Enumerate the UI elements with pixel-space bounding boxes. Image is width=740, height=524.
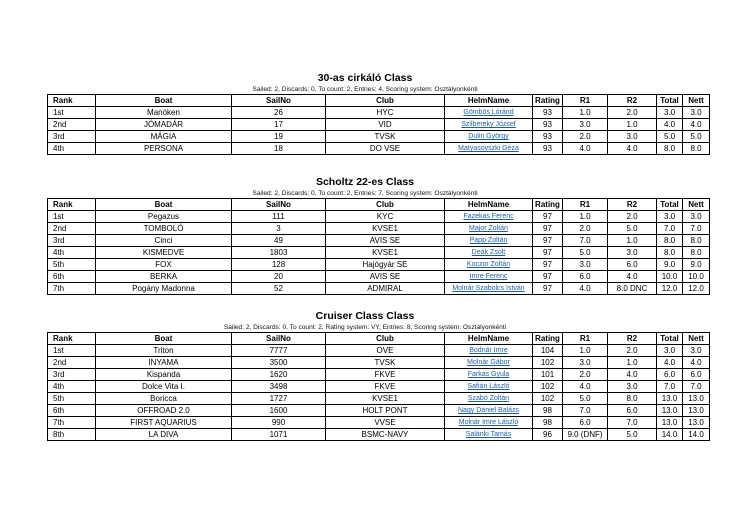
rating-cell: 97 (533, 259, 563, 271)
column-header-rating: Rating (533, 199, 563, 211)
sailno-cell: 1727 (232, 393, 326, 405)
column-header-r1: R1 (563, 95, 608, 107)
helm-name-link[interactable]: Farkas Gyula (467, 371, 510, 378)
nett-cell: 6.0 (683, 369, 710, 381)
helm-name-link[interactable]: Nagy Dániel Balázs (457, 407, 520, 414)
boat-cell: INYAMA (96, 357, 232, 369)
rating-cell: 102 (533, 393, 563, 405)
helm-name-link[interactable]: Gömbös Lóránd (463, 109, 514, 116)
club-cell: FKVE (326, 369, 445, 381)
r1-cell: 5.0 (563, 393, 608, 405)
column-header-rating: Rating (533, 95, 563, 107)
r1-cell: 3.0 (563, 119, 608, 131)
helm-cell (445, 369, 533, 381)
table-row (48, 345, 710, 357)
header-row (48, 95, 710, 107)
rank-cell: 2nd (48, 357, 96, 369)
rank-cell: 1st (48, 107, 96, 119)
sailno-cell: 3 (232, 223, 326, 235)
results-table (47, 198, 710, 295)
rank-cell: 7th (48, 417, 96, 429)
column-header-helm: HelmName (445, 199, 533, 211)
helm-cell (445, 131, 533, 143)
helm-cell (445, 223, 533, 235)
r2-cell: 4.0 (608, 271, 657, 283)
club-cell: TVSK (326, 131, 445, 143)
r2-cell: 6.0 (608, 405, 657, 417)
sailno-cell: 990 (232, 417, 326, 429)
club-cell: AVIS SE (326, 271, 445, 283)
column-header-boat: Boat (96, 95, 232, 107)
total-cell: 8.0 (657, 247, 683, 259)
total-cell: 13.0 (657, 405, 683, 417)
r1-cell: 7.0 (563, 235, 608, 247)
rating-cell: 102 (533, 357, 563, 369)
club-cell: TVSK (326, 357, 445, 369)
rating-cell: 97 (533, 211, 563, 223)
column-header-rank: Rank (48, 95, 96, 107)
nett-cell: 13.0 (683, 393, 710, 405)
table-row (48, 235, 710, 247)
boat-cell: Kispanda (96, 369, 232, 381)
total-cell: 4.0 (657, 119, 683, 131)
r1-cell: 4.0 (563, 283, 608, 295)
club-cell: VVSE (326, 417, 445, 429)
rank-cell: 4th (48, 247, 96, 259)
r2-cell: 7.0 (608, 417, 657, 429)
total-cell: 6.0 (657, 369, 683, 381)
boat-cell: Triton (96, 345, 232, 357)
r1-cell: 4.0 (563, 143, 608, 155)
column-header-total: Total (657, 95, 683, 107)
sailno-cell: 19 (232, 131, 326, 143)
rank-cell: 5th (48, 393, 96, 405)
helm-cell (445, 381, 533, 393)
nett-cell: 13.0 (683, 405, 710, 417)
sailno-cell: 1071 (232, 429, 326, 441)
nett-cell: 10.0 (683, 271, 710, 283)
column-header-club: Club (326, 333, 445, 345)
rating-cell: 96 (533, 429, 563, 441)
r2-cell: 1.0 (608, 357, 657, 369)
boat-cell: FOX (96, 259, 232, 271)
boat-cell: KISMEDVE (96, 247, 232, 259)
column-header-sailno: SailNo (232, 95, 326, 107)
nett-cell: 3.0 (683, 345, 710, 357)
sailno-cell: 128 (232, 259, 326, 271)
r2-cell: 5.0 (608, 429, 657, 441)
total-cell: 7.0 (657, 381, 683, 393)
nett-cell: 8.0 (683, 247, 710, 259)
column-header-boat: Boat (96, 199, 232, 211)
r2-cell: 4.0 (608, 143, 657, 155)
column-header-nett: Nett (683, 199, 710, 211)
r1-cell: 1.0 (563, 107, 608, 119)
rank-cell: 6th (48, 405, 96, 417)
r1-cell: 2.0 (563, 131, 608, 143)
r1-cell: 3.0 (563, 357, 608, 369)
column-header-total: Total (657, 333, 683, 345)
total-cell: 13.0 (657, 393, 683, 405)
club-cell: KYC (326, 211, 445, 223)
table-row (48, 131, 710, 143)
helm-name-link[interactable]: Imre Ferenc (469, 273, 508, 280)
total-cell: 10.0 (657, 271, 683, 283)
column-header-club: Club (326, 199, 445, 211)
helm-cell (445, 283, 533, 295)
table-row (48, 357, 710, 369)
r2-cell: 2.0 (608, 345, 657, 357)
rank-cell: 2nd (48, 119, 96, 131)
rank-cell: 6th (48, 271, 96, 283)
helm-name-link[interactable]: Dulin György (468, 133, 509, 140)
sailno-cell: 52 (232, 283, 326, 295)
rating-cell: 102 (533, 381, 563, 393)
helm-name-link[interactable]: Matyasovszki Géza (458, 145, 519, 152)
r2-cell: 4.0 (608, 369, 657, 381)
class-section (47, 309, 704, 441)
boat-cell: FIRST AQUARIUS (96, 417, 232, 429)
total-cell: 4.0 (657, 357, 683, 369)
class-title: 30-as cirkáló Class (317, 72, 413, 84)
rating-cell: 97 (533, 283, 563, 295)
rank-cell: 8th (48, 429, 96, 441)
nett-cell: 7.0 (683, 223, 710, 235)
column-header-total: Total (657, 199, 683, 211)
r2-cell: 3.0 (608, 381, 657, 393)
rating-cell: 101 (533, 369, 563, 381)
class-title: Scholtz 22-es Class (315, 176, 415, 188)
sailno-cell: 49 (232, 235, 326, 247)
r2-cell: 5.0 (608, 223, 657, 235)
table-row (48, 143, 710, 155)
class-section (47, 175, 704, 295)
helm-cell (445, 235, 533, 247)
table-row (48, 369, 710, 381)
helm-cell (445, 247, 533, 259)
r1-cell: 6.0 (563, 417, 608, 429)
sailno-cell: 111 (232, 211, 326, 223)
rating-cell: 97 (533, 223, 563, 235)
table-row (48, 247, 710, 259)
rank-cell: 3rd (48, 369, 96, 381)
club-cell: Hajógyár SE (326, 259, 445, 271)
nett-cell: 8.0 (683, 235, 710, 247)
helm-name-link[interactable]: Molnár Imre László (458, 419, 519, 426)
total-cell: 9.0 (657, 259, 683, 271)
table-row (48, 271, 710, 283)
rank-cell: 5th (48, 259, 96, 271)
boat-cell: JÓMADÁR (96, 119, 232, 131)
helm-cell (445, 393, 533, 405)
table-row (48, 107, 710, 119)
helm-cell (445, 429, 533, 441)
rating-cell: 97 (533, 235, 563, 247)
sailno-cell: 1620 (232, 369, 326, 381)
helm-cell (445, 107, 533, 119)
total-cell: 12.0 (657, 283, 683, 295)
r2-cell: 2.0 (608, 211, 657, 223)
boat-cell: PERSONA (96, 143, 232, 155)
r1-cell: 2.0 (563, 223, 608, 235)
helm-name-link[interactable]: Salánki Tamás (465, 431, 512, 438)
column-header-r2: R2 (608, 95, 657, 107)
rank-cell: 4th (48, 381, 96, 393)
boat-cell: Boricca (96, 393, 232, 405)
nett-cell: 3.0 (683, 211, 710, 223)
rating-cell: 93 (533, 107, 563, 119)
total-cell: 7.0 (657, 223, 683, 235)
column-header-helm: HelmName (445, 333, 533, 345)
table-row (48, 381, 710, 393)
total-cell: 14.0 (657, 429, 683, 441)
total-cell: 3.0 (657, 107, 683, 119)
r1-cell: 2.0 (563, 369, 608, 381)
table-row (48, 393, 710, 405)
nett-cell: 5.0 (683, 131, 710, 143)
rating-cell: 93 (533, 131, 563, 143)
sailno-cell: 1600 (232, 405, 326, 417)
boat-cell: Dolce Vita I. (96, 381, 232, 393)
header-row (48, 333, 710, 345)
club-cell: KVSE1 (326, 247, 445, 259)
helm-cell (445, 211, 533, 223)
helm-name-link[interactable]: Fazekas Ferenc (463, 213, 514, 220)
helm-cell (445, 357, 533, 369)
club-cell: OVE (326, 345, 445, 357)
helm-name-link[interactable]: Szilbereky József (461, 121, 516, 128)
helm-cell (445, 417, 533, 429)
r2-cell: 3.0 (608, 247, 657, 259)
table-row (48, 417, 710, 429)
column-header-club: Club (326, 95, 445, 107)
boat-cell: Manöken (96, 107, 232, 119)
results-table (47, 332, 710, 441)
r2-cell: 8.0 (608, 393, 657, 405)
r2-cell: 1.0 (608, 235, 657, 247)
sailno-cell: 20 (232, 271, 326, 283)
rank-cell: 7th (48, 283, 96, 295)
rating-cell: 98 (533, 417, 563, 429)
helm-name-link[interactable]: Deák Zsolt (471, 249, 506, 256)
boat-cell: OFFROAD 2.0 (96, 405, 232, 417)
r1-cell: 3.0 (563, 259, 608, 271)
results-table (47, 94, 710, 155)
boat-cell: BERKA (96, 271, 232, 283)
helm-name-link[interactable]: Koczor Zoltán (466, 261, 511, 268)
helm-cell (445, 405, 533, 417)
r2-cell: 3.0 (608, 131, 657, 143)
r2-cell: 2.0 (608, 107, 657, 119)
boat-cell: Pogány Madonna (96, 283, 232, 295)
table-row (48, 405, 710, 417)
column-header-r2: R2 (608, 333, 657, 345)
nett-cell: 8.0 (683, 143, 710, 155)
rank-cell: 3rd (48, 131, 96, 143)
rating-cell: 97 (533, 247, 563, 259)
club-cell: VID (326, 119, 445, 131)
total-cell: 8.0 (657, 143, 683, 155)
rank-cell: 2nd (48, 223, 96, 235)
class-info: Sailed: 2, Discards: 0, To count: 2, Rating system: VY, Entries: 8, Scoring system: Osztályonkénti (223, 324, 507, 331)
helm-cell (445, 119, 533, 131)
header-row (48, 199, 710, 211)
sailno-cell: 18 (232, 143, 326, 155)
column-header-rank: Rank (48, 333, 96, 345)
r1-cell: 5.0 (563, 247, 608, 259)
sailno-cell: 3500 (232, 357, 326, 369)
club-cell: BSMC-NAVY (326, 429, 445, 441)
sailno-cell: 1803 (232, 247, 326, 259)
class-info: Sailed: 2, Discards: 0, To count: 2, Entries: 7, Scoring system: Osztályonkénti (252, 190, 478, 197)
class-title: Cruiser Class Class (315, 310, 415, 322)
total-cell: 5.0 (657, 131, 683, 143)
helm-name-link[interactable]: Major Zoltán (469, 225, 508, 232)
helm-name-link[interactable]: Molnár Gábor (467, 359, 510, 366)
rating-cell: 104 (533, 345, 563, 357)
nett-cell: 3.0 (683, 107, 710, 119)
total-cell: 3.0 (657, 345, 683, 357)
helm-name-link[interactable]: Safián László (467, 383, 510, 390)
column-header-boat: Boat (96, 333, 232, 345)
rating-cell: 93 (533, 143, 563, 155)
helm-name-link[interactable]: Szabó Zoltán (467, 395, 510, 402)
sailno-cell: 17 (232, 119, 326, 131)
helm-cell (445, 345, 533, 357)
r1-cell: 6.0 (563, 271, 608, 283)
r1-cell: 1.0 (563, 345, 608, 357)
table-row (48, 119, 710, 131)
rating-cell: 93 (533, 119, 563, 131)
table-row (48, 283, 710, 295)
total-cell: 8.0 (657, 235, 683, 247)
column-header-sailno: SailNo (232, 199, 326, 211)
club-cell: FKVE (326, 381, 445, 393)
helm-cell (445, 259, 533, 271)
sailno-cell: 26 (232, 107, 326, 119)
helm-name-link[interactable]: Molnár Szabolcs István (452, 285, 525, 292)
r2-cell: 6.0 (608, 259, 657, 271)
r1-cell: 7.0 (563, 405, 608, 417)
class-info: Sailed: 2, Discards: 0, To count: 2, Entries: 4, Scoring system: Osztályonkénti (252, 86, 478, 93)
nett-cell: 4.0 (683, 357, 710, 369)
rating-cell: 98 (533, 405, 563, 417)
nett-cell: 4.0 (683, 119, 710, 131)
rank-cell: 1st (48, 211, 96, 223)
boat-cell: Cinci (96, 235, 232, 247)
column-header-rank: Rank (48, 199, 96, 211)
column-header-rating: Rating (533, 333, 563, 345)
r1-cell: 9.0 (DNF) (563, 429, 608, 441)
sailno-cell: 7777 (232, 345, 326, 357)
nett-cell: 9.0 (683, 259, 710, 271)
column-header-r1: R1 (563, 333, 608, 345)
helm-cell (445, 143, 533, 155)
rank-cell: 4th (48, 143, 96, 155)
nett-cell: 7.0 (683, 381, 710, 393)
table-row (48, 429, 710, 441)
nett-cell: 12.0 (683, 283, 710, 295)
club-cell: KVSE1 (326, 223, 445, 235)
table-row (48, 259, 710, 271)
helm-cell (445, 271, 533, 283)
club-cell: HOLT PONT (326, 405, 445, 417)
total-cell: 13.0 (657, 417, 683, 429)
boat-cell: Pegazus (96, 211, 232, 223)
club-cell: ADMIRAL (326, 283, 445, 295)
total-cell: 3.0 (657, 211, 683, 223)
r2-cell: 1.0 (608, 119, 657, 131)
rank-cell: 1st (48, 345, 96, 357)
column-header-r1: R1 (563, 199, 608, 211)
table-row (48, 211, 710, 223)
club-cell: DO VSE (326, 143, 445, 155)
nett-cell: 14.0 (683, 429, 710, 441)
column-header-r2: R2 (608, 199, 657, 211)
club-cell: KVSE1 (326, 393, 445, 405)
sailno-cell: 3498 (232, 381, 326, 393)
column-header-nett: Nett (683, 333, 710, 345)
r1-cell: 1.0 (563, 211, 608, 223)
class-section (47, 71, 704, 155)
r1-cell: 4.0 (563, 381, 608, 393)
rating-cell: 97 (533, 271, 563, 283)
r2-cell: 8.0 DNC (608, 283, 657, 295)
rank-cell: 3rd (48, 235, 96, 247)
boat-cell: LA DIVA (96, 429, 232, 441)
boat-cell: TOMBOLÓ (96, 223, 232, 235)
helm-name-link[interactable]: Papp Zoltán (469, 237, 508, 244)
club-cell: AVIS SE (326, 235, 445, 247)
helm-name-link[interactable]: Bodnár Imre (469, 347, 508, 354)
column-header-helm: HelmName (445, 95, 533, 107)
boat-cell: MÁGIA (96, 131, 232, 143)
column-header-nett: Nett (683, 95, 710, 107)
club-cell: HYC (326, 107, 445, 119)
column-header-sailno: SailNo (232, 333, 326, 345)
table-row (48, 223, 710, 235)
nett-cell: 13.0 (683, 417, 710, 429)
